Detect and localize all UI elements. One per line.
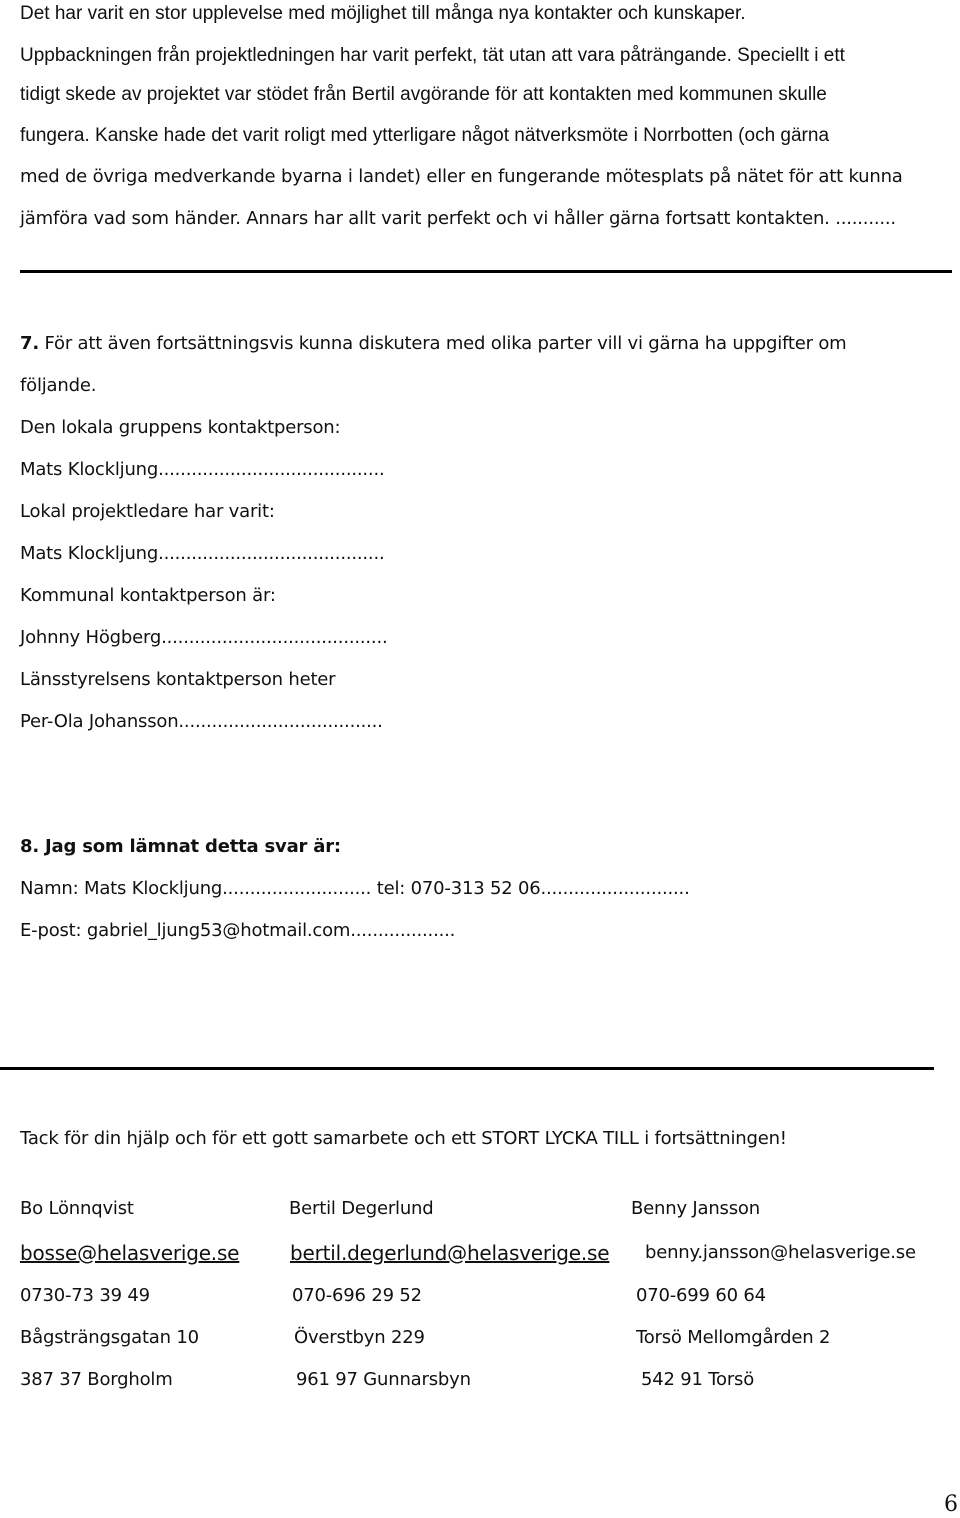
contact-street: Torsö Mellomgården 2: [636, 1327, 831, 1348]
section7-heading-text: För att även fortsättningsvis kunna diskutera med olika parter vill vi gärna ha uppgifter om: [44, 333, 847, 354]
closing-divider: [0, 1067, 934, 1070]
contact-street: Bågsträngsgatan 10: [20, 1327, 199, 1348]
contact-email-link[interactable]: bosse@helasverige.se: [20, 1241, 240, 1265]
page-number: 6: [944, 1492, 958, 1517]
section7-item: Länsstyrelsens kontaktperson heter: [20, 669, 336, 690]
contact-phone: 070-699 60 64: [636, 1285, 766, 1306]
contact-street: Överstbyn 229: [294, 1327, 425, 1348]
respondent-name-line: Namn: Mats Klockljung........................... tel: 070-313 52 06...........................: [20, 878, 690, 899]
section7-number: 7.: [20, 333, 39, 354]
contact-phone: 0730-73 39 49: [20, 1285, 150, 1306]
thanks-text: Tack för din hjälp och för ett gott samarbete och ett STORT LYCKA TILL i fortsättningen!: [20, 1128, 787, 1149]
intro-line-4: [20, 126, 829, 145]
contact-name: Bo Lönnqvist: [20, 1198, 134, 1219]
contact-city: 961 97 Gunnarsbyn: [296, 1369, 471, 1390]
contact-email-link[interactable]: bertil.degerlund@helasverige.se: [290, 1241, 610, 1265]
section7-item: Mats Klockljung.........................................: [20, 459, 385, 480]
section7-item: Kommunal kontaktperson är:: [20, 585, 276, 606]
intro-line-3: tidigt skede av projektet var stödet från Bertil avgörande för att kontakten med kommunen skulle: [20, 84, 827, 105]
section7-heading: [20, 335, 846, 353]
intro-line-4-rest: Kanske hade det varit roligt med ytterligare något nätverksmöte i Norrbotten (och gärna: [95, 125, 830, 146]
contact-name: Bertil Degerlund: [289, 1198, 434, 1219]
section7-heading-cont: följande.: [20, 375, 97, 396]
section7-item: Johnny Högberg.........................................: [20, 627, 388, 648]
contact-email: benny.jansson@helasverige.se: [645, 1242, 916, 1263]
intro-line-1: Det har varit en stor upplevelse med möjlighet till många nya kontakter och kunskaper.: [20, 3, 746, 24]
section-divider: [20, 270, 952, 273]
intro-line-2: Uppbackningen från projektledningen har varit perfekt, tät utan att vara påträngande. Speciellt i ett: [20, 45, 845, 66]
contact-city: 387 37 Borgholm: [20, 1369, 173, 1390]
intro-line-6: jämföra vad som händer. Annars har allt varit perfekt och vi håller gärna fortsatt kontakten. ...........: [20, 208, 896, 229]
intro-line-5: med de övriga medverkande byarna i landet) eller en fungerande mötesplats på nätet för att kunna: [20, 166, 903, 187]
section8-heading: 8. Jag som lämnat detta svar är:: [20, 836, 341, 857]
contact-city: 542 91 Torsö: [641, 1369, 755, 1390]
section7-item: Den lokala gruppens kontaktperson:: [20, 417, 341, 438]
section7-item: Mats Klockljung.........................................: [20, 543, 385, 564]
respondent-email-line: E-post: gabriel_ljung53@hotmail.com...................: [20, 920, 456, 941]
section7-item: Lokal projektledare har varit:: [20, 501, 275, 522]
contact-name: Benny Jansson: [631, 1198, 760, 1219]
intro-line-4-start: fungera.: [20, 125, 90, 146]
contact-phone: 070-696 29 52: [292, 1285, 422, 1306]
section7-item: Per-Ola Johansson.....................................: [20, 711, 383, 732]
